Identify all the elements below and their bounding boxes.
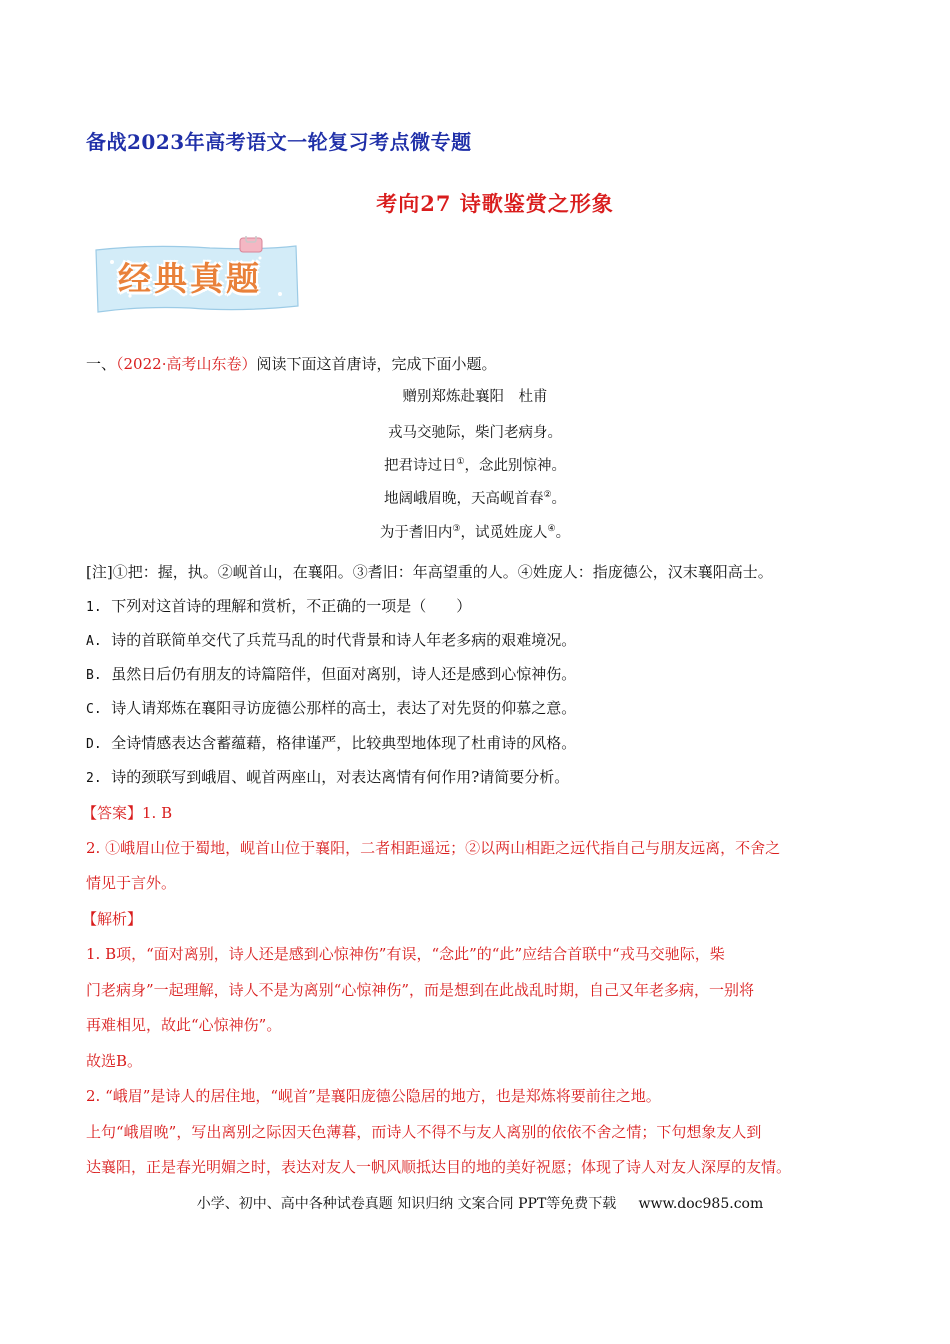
analysis-1-line-2: 门老病身”一起理解，诗人不是为离别“心惊神伤”，而是想到在此战乱时期，自己又年老多病，一别将 xyxy=(86,981,755,999)
analysis-2-line-2: 上句“峨眉晚”，写出离别之际因天色薄暮，而诗人不得不与友人离别的依依不舍之情；下句想象友人到 xyxy=(86,1123,762,1141)
answer-label: 【答案】 xyxy=(82,804,143,822)
analysis-choice: 故选B。 xyxy=(86,1052,143,1070)
option-label: A. xyxy=(86,634,102,649)
question-2-number: 2. xyxy=(86,771,102,786)
poem-line-3-a: 地阔峨眉晚，天高岘首春 xyxy=(383,491,544,507)
question-1-stem xyxy=(86,596,471,618)
poem-line-4-c: 。 xyxy=(555,525,571,541)
footnote-mark-2: ② xyxy=(543,490,552,501)
option-text: 全诗情感表达含蓄蕴藉，格律谨严，比较典型地体现了杜甫诗的风格。 xyxy=(111,734,577,752)
question-1-number: 1. xyxy=(86,600,102,615)
poem-line-3-b: 。 xyxy=(551,491,567,507)
poem-line-3 xyxy=(0,489,950,509)
footnote-mark-3: ③ xyxy=(452,524,461,535)
answer-2-line-2: 情见于言外。 xyxy=(86,874,177,892)
footer-url: www.doc985.com xyxy=(638,1196,764,1212)
poem-author: 杜甫 xyxy=(518,389,548,405)
poem-line-2-b: ，念此别惊神。 xyxy=(464,458,567,474)
answer-1: 1. B xyxy=(142,804,173,822)
series-title: 备战2023年高考语文一轮复习考点微专题 xyxy=(86,130,472,154)
question-instruction: 阅读下面这首唐诗，完成下面小题。 xyxy=(256,355,497,373)
option-b xyxy=(86,664,576,686)
answer-heading xyxy=(82,803,172,823)
analysis-1-line-3: 再难相见，故此“心惊神伤”。 xyxy=(86,1016,282,1034)
question-1-text: 下列对这首诗的理解和赏析，不正确的一项是（ ） xyxy=(111,597,472,615)
question-2-stem xyxy=(86,767,569,789)
option-text: 虽然日后仍有朋友的诗篇陪伴，但面对离别，诗人还是感到心惊神伤。 xyxy=(111,665,577,683)
classic-questions-badge xyxy=(90,236,304,318)
question-source: （2022·高考山东卷） xyxy=(116,355,257,373)
option-label: D. xyxy=(86,737,102,752)
option-label: B. xyxy=(86,668,102,683)
poem-title: 赠别郑炼赴襄阳 xyxy=(402,389,504,405)
badge-label: 经典真题 xyxy=(118,258,262,298)
footnote-mark-4: ④ xyxy=(547,524,556,535)
poem-line-2-a: 把君诗过日 xyxy=(383,458,457,474)
option-text: 诗的首联简单交代了兵荒马乱的时代背景和诗人年老多病的艰难境况。 xyxy=(111,631,577,649)
analysis-2-line-3: 达襄阳，正是春光明媚之时，表达对友人一帆风顺抵达目的地的美好祝愿；体现了诗人对友人深厚的友情。 xyxy=(86,1158,792,1176)
question-prefix: 一、 xyxy=(86,355,117,373)
poem-heading xyxy=(0,387,950,407)
question-intro xyxy=(86,354,496,374)
poem-line-4-b: ，试觅姓庞人 xyxy=(460,525,548,541)
poem-line-4 xyxy=(0,523,950,543)
poem-note: [注]①把：握，执。②岘首山，在襄阳。③耆旧：年高望重的人。④姓庞人：指庞德公，汉末襄阳高士。 xyxy=(86,563,773,581)
question-2-text: 诗的颈联写到峨眉、岘首两座山，对表达离情有何作用?请简要分析。 xyxy=(111,768,570,786)
footer-text: 小学、初中、高中各种试卷真题 知识归纳 文案合同 PPT等免费下载 xyxy=(196,1196,617,1212)
poem-line-2 xyxy=(0,456,950,476)
option-c xyxy=(86,698,576,720)
option-text: 诗人请郑炼在襄阳寻访庞德公那样的高士，表达了对先贤的仰慕之意。 xyxy=(111,699,577,717)
analysis-label: 【解析】 xyxy=(82,910,143,928)
footnote-mark-1: ① xyxy=(456,457,465,468)
option-label: C. xyxy=(86,702,102,717)
document-title: 考向27 诗歌鉴赏之形象 xyxy=(376,191,614,216)
analysis-1-line-1: 1. B项，“面对离别，诗人还是感到心惊神伤”有误，“念此”的“此”应结合首联中“戎马交驰际，柴 xyxy=(86,945,725,963)
poem-line-4-a: 为于耆旧内 xyxy=(379,525,453,541)
analysis-2-line-1: 2. “峨眉”是诗人的居住地，“岘首”是襄阳庞德公隐居的地方，也是郑炼将要前往之地。 xyxy=(86,1087,661,1105)
page-footer xyxy=(0,1193,950,1213)
answer-2-line-1: 2. ①峨眉山位于蜀地，岘首山位于襄阳，二者相距遥远；②以两山相距之远代指自己与朋友远离，不舍之 xyxy=(86,839,781,857)
poem-line-1: 戎马交驰际，柴门老病身。 xyxy=(388,425,562,441)
option-d xyxy=(86,733,576,755)
option-a xyxy=(86,630,576,652)
